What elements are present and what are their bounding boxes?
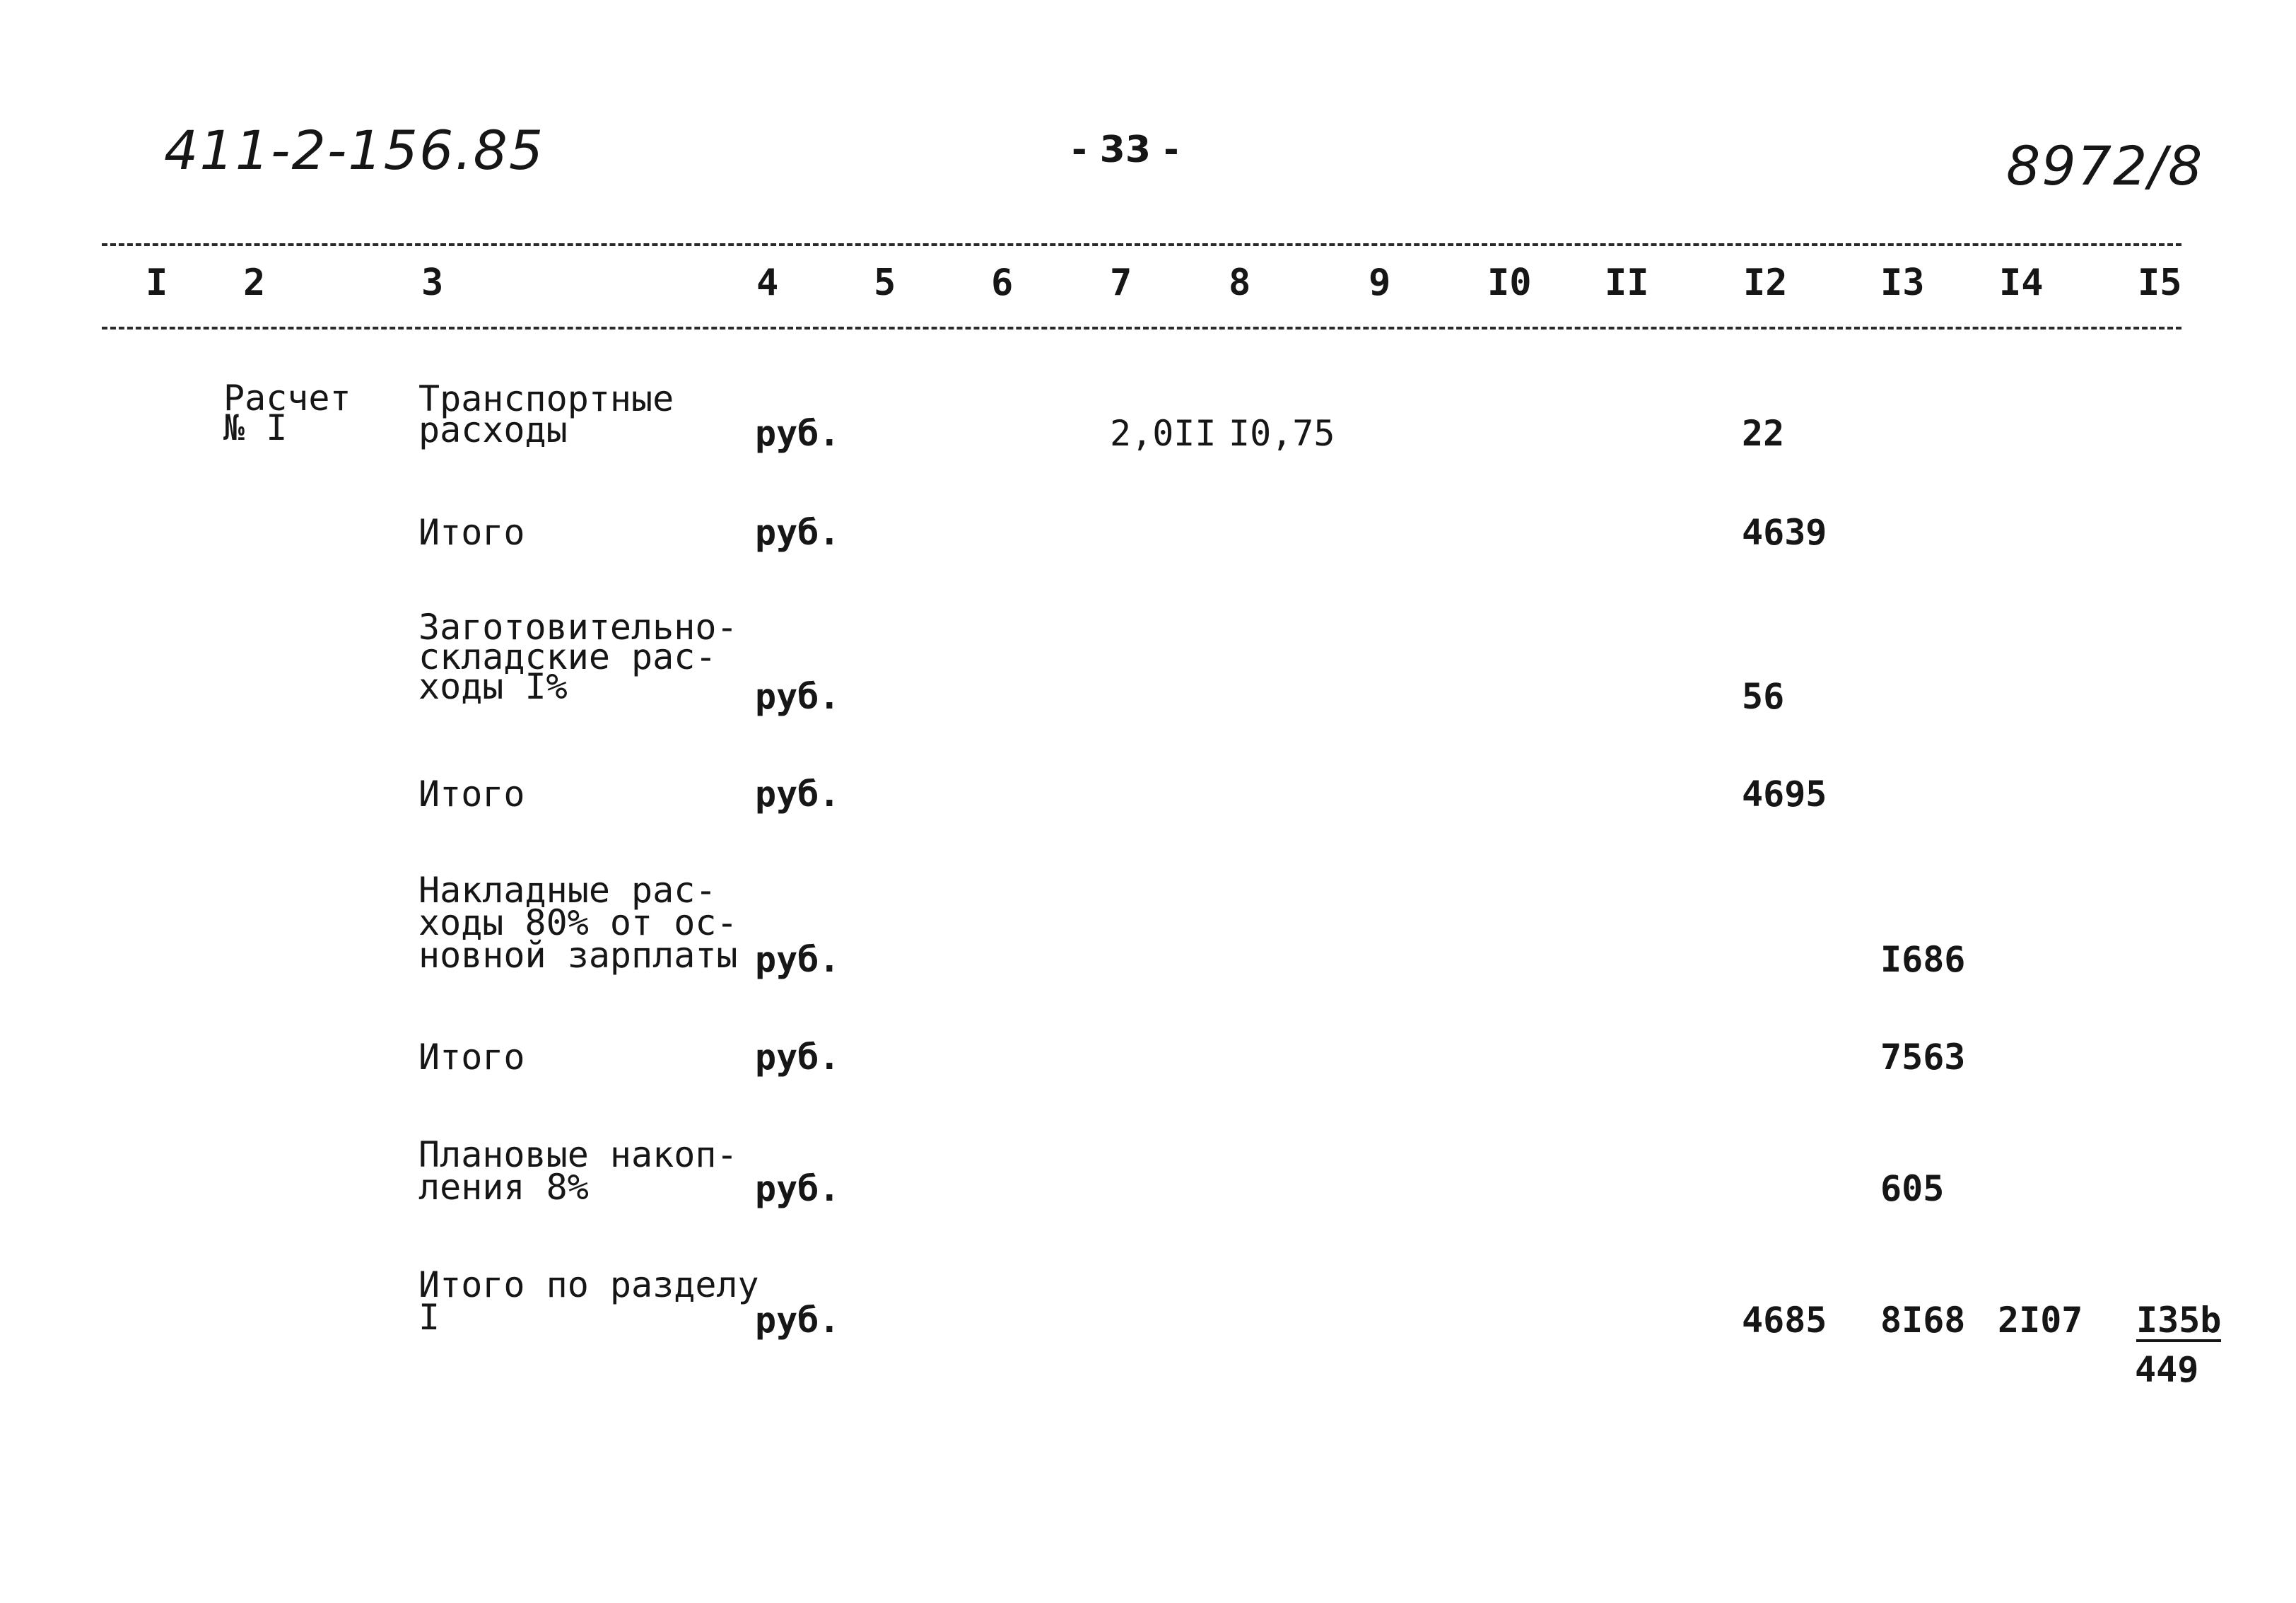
- col13-value: 8I68: [1880, 1300, 1966, 1341]
- col15-denominator: 449: [2135, 1349, 2199, 1390]
- column-header: I5: [2138, 262, 2182, 304]
- column-header: 5: [874, 262, 896, 304]
- col12-value: 4639: [1742, 512, 1827, 553]
- table-top-rule: [102, 243, 2181, 246]
- col14-value: 2I07: [1998, 1300, 2083, 1341]
- column-header: 2: [243, 262, 266, 304]
- col8-value: I0,75: [1229, 413, 1335, 454]
- table-header-bottom-rule: [102, 327, 2181, 330]
- col13-value: I686: [1880, 939, 1966, 980]
- cost-item-name: Итого по разделу I: [418, 1264, 759, 1338]
- unit-label: руб.: [755, 1168, 840, 1209]
- col13-value: 7563: [1880, 1037, 1966, 1078]
- unit-label: руб.: [755, 1037, 840, 1078]
- col12-value: 22: [1742, 413, 1785, 454]
- column-header: I4: [1999, 262, 2044, 304]
- column-header: 4: [756, 262, 779, 304]
- col7-value: 2,0II: [1110, 413, 1217, 454]
- unit-label: руб.: [755, 939, 840, 980]
- column-header: 8: [1229, 262, 1251, 304]
- column-header: 6: [991, 262, 1014, 304]
- column-header: I: [146, 262, 168, 304]
- page-number: - 33 -: [1072, 129, 1179, 171]
- unit-label: руб.: [755, 774, 840, 815]
- column-header: II: [1605, 262, 1649, 304]
- unit-label: руб.: [755, 512, 840, 553]
- col15-numerator: I35b: [2136, 1300, 2222, 1341]
- unit-label: руб.: [755, 413, 840, 454]
- sheet-code: 8972/8: [2006, 134, 2204, 197]
- unit-label: руб.: [755, 1300, 840, 1341]
- column-header: I3: [1880, 262, 1925, 304]
- cost-item-name: Накладные рас- ходы 80% от ос- новной зарплаты: [418, 870, 738, 976]
- col12-value: 4685: [1742, 1300, 1827, 1341]
- column-header: I2: [1743, 262, 1788, 304]
- column-header: I0: [1487, 262, 1532, 304]
- column-header: 3: [421, 262, 444, 304]
- cost-item-name: Транспортные расходы: [418, 378, 674, 450]
- col13-value: 605: [1880, 1168, 1945, 1209]
- col12-value: 4695: [1742, 774, 1827, 815]
- cost-item-name: Итого: [418, 1037, 525, 1078]
- col12-value: 56: [1742, 676, 1785, 717]
- column-header: 9: [1369, 262, 1391, 304]
- cost-item-name: Итого: [418, 512, 525, 553]
- cost-item-name: Заготовительно- складские рас- ходы I%: [418, 607, 738, 707]
- column-header: 7: [1110, 262, 1132, 304]
- document-code: 411-2-156.85: [164, 119, 545, 182]
- cost-item-name: Плановые накоп- ления 8%: [418, 1134, 738, 1208]
- cost-item-name: Итого: [418, 774, 525, 815]
- calc-reference: Расчет № I: [223, 378, 351, 448]
- unit-label: руб.: [755, 676, 840, 717]
